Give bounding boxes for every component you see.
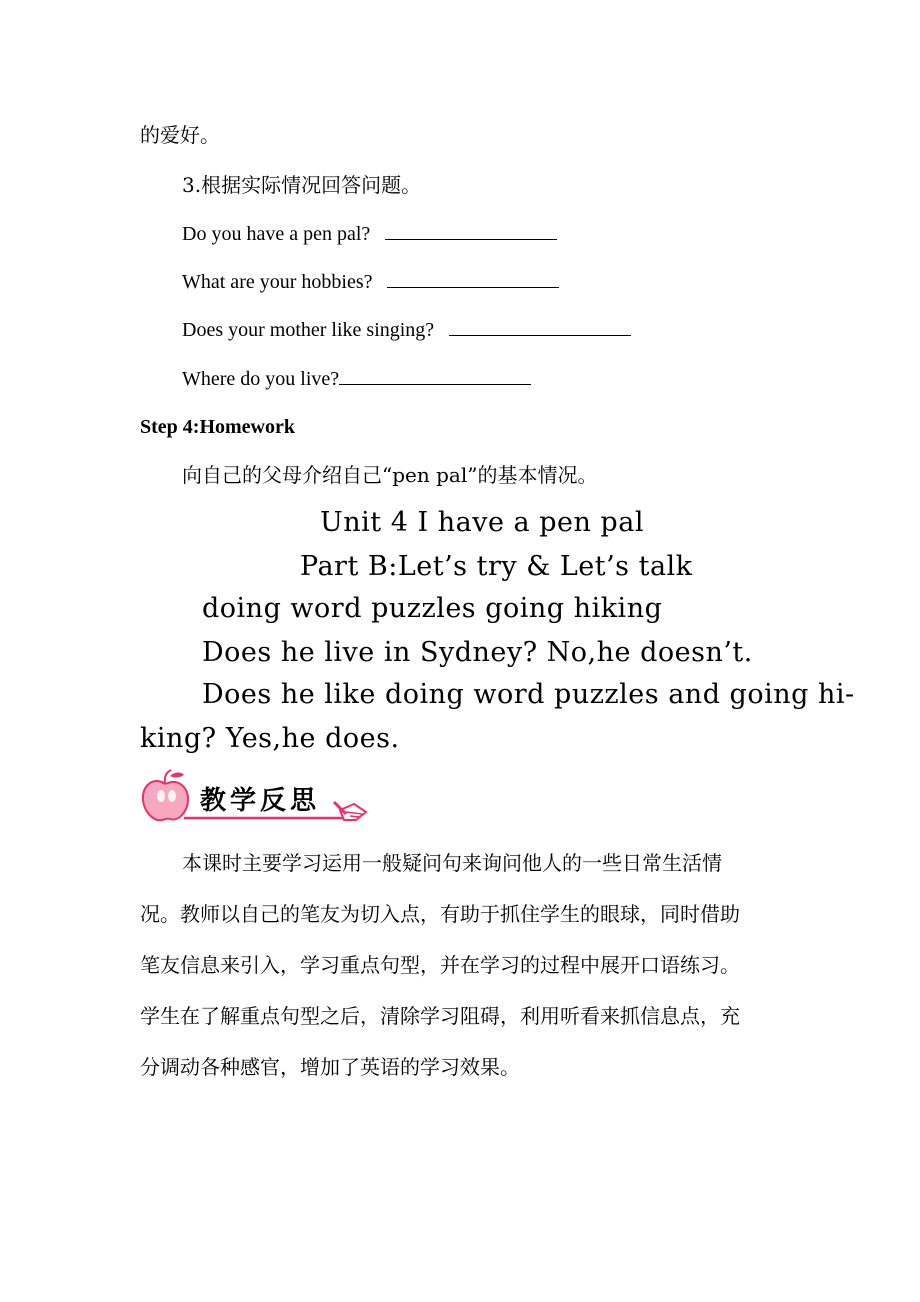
question-row <box>182 269 559 295</box>
reflection-paragraph <box>140 838 790 1093</box>
board-title-line2: Part B:Let’s try & Let’s talk <box>300 551 693 582</box>
continued-line: 的爱好。 <box>140 123 220 147</box>
question-text: What are your hobbies? <box>182 271 373 293</box>
reflection-title: 教学反思 <box>200 786 321 816</box>
board-qa2-part2: king? Yes,he does. <box>140 723 400 754</box>
reflection-header <box>140 768 372 830</box>
answer-blank[interactable] <box>449 317 631 336</box>
question-row <box>182 221 557 247</box>
board-title-line1: Unit 4 I have a pen pal <box>320 507 644 538</box>
reflection-line: 笔友信息来引入，学习重点句型，并在学习的过程中展开口语练习。 <box>140 953 740 977</box>
answer-blank[interactable] <box>387 269 559 288</box>
reflection-line: 本课时主要学习运用一般疑问句来询问他人的一些日常生活情 <box>182 851 722 875</box>
homework-heading: Step 4:Homework <box>140 416 295 438</box>
task3-heading: 3.根据实际情况回答问题。 <box>182 173 422 197</box>
reflection-line: 学生在了解重点句型之后，清除学习阻碍，利用听看来抓信息点，充 <box>140 1004 740 1028</box>
reflection-line: 分调动各种感官，增加了英语的学习效果。 <box>140 1055 520 1079</box>
board-phrases: doing word puzzles going hiking <box>202 593 663 624</box>
reflection-line: 况。教师以自己的笔友为切入点，有助于抓住学生的眼球，同时借助 <box>140 902 740 926</box>
board-qa1: Does he live in Sydney? No,he doesn’t. <box>202 637 753 668</box>
question-row <box>182 317 631 343</box>
board-qa2-part1: Does he like doing word puzzles and going hi- <box>202 679 855 710</box>
question-text: Does your mother like singing? <box>182 319 435 341</box>
question-text: Where do you live? <box>182 368 340 390</box>
homework-text: 向自己的父母介绍自己“pen pal”的基本情况。 <box>182 463 598 487</box>
question-row <box>182 366 531 392</box>
answer-blank[interactable] <box>339 366 531 385</box>
question-text: Do you have a pen pal? <box>182 223 371 245</box>
answer-blank[interactable] <box>385 221 557 240</box>
